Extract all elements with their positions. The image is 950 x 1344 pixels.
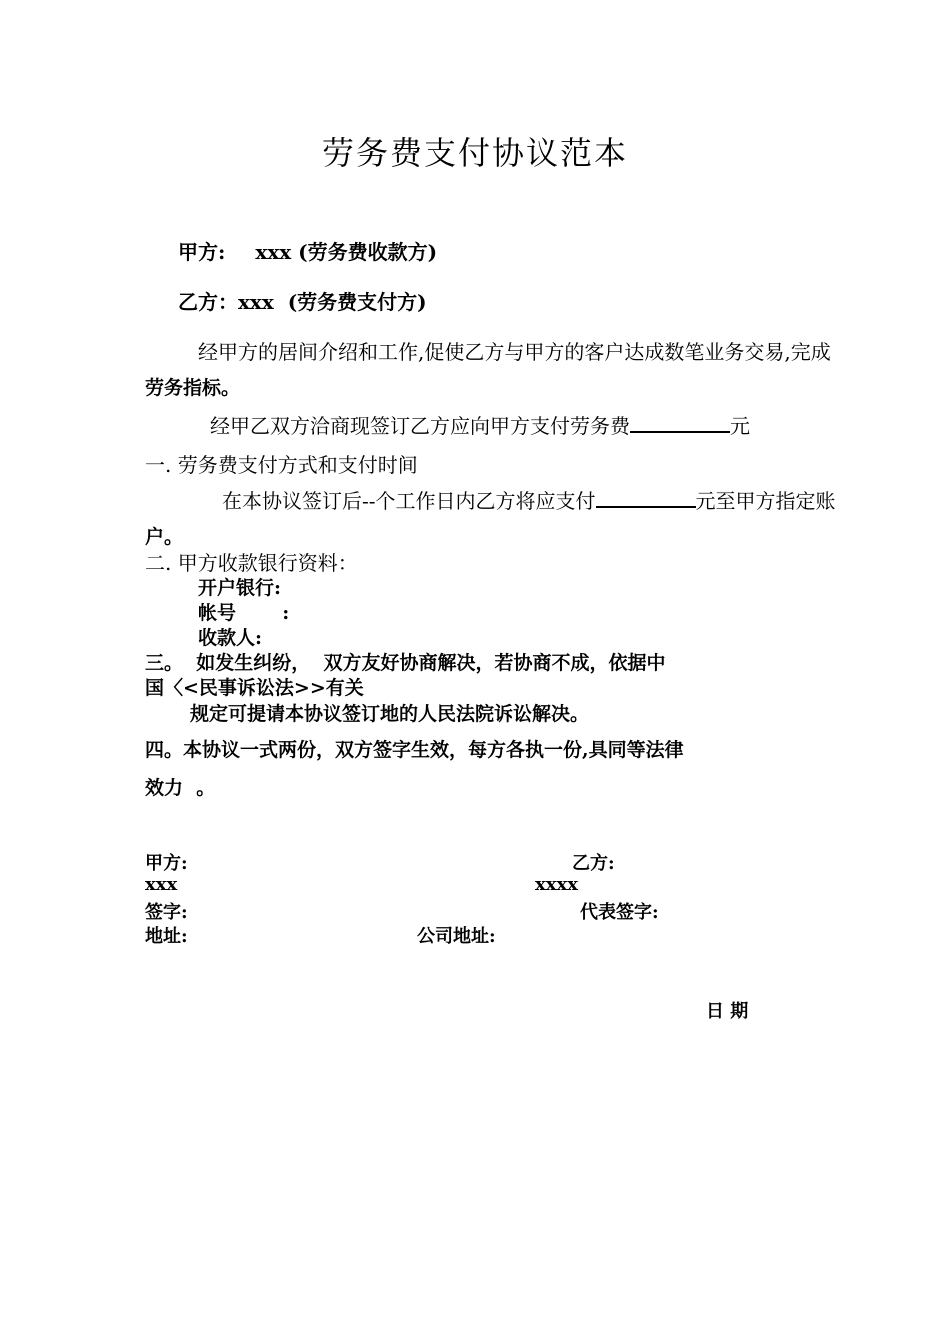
sign-party-a-label: 甲方: (145, 853, 188, 874)
sign-party-b-address: 公司地址: (417, 926, 496, 947)
sign-date: 日 期 (706, 1001, 749, 1022)
section-1-line-1 (222, 485, 836, 514)
section-2-heading: 二. 甲方收款银行资料： (145, 551, 358, 575)
section-1-tail: 元至甲方指定账 (695, 489, 836, 513)
party-a-name: xxx (255, 240, 292, 264)
sign-party-a-signature: 签字: (145, 902, 188, 923)
fee-unit: 元 (730, 414, 750, 438)
fee-text: 经甲乙双方洽商现签订乙方应向甲方支付劳务费 (210, 414, 630, 438)
fee-line (210, 410, 750, 439)
payment-amount-blank (596, 488, 696, 508)
section-3-line-3: 规定可提请本协议签订地的人民法院诉讼解决。 (190, 703, 590, 725)
section-1-line-2: 户。 (145, 526, 184, 548)
sign-party-a-name: xxx (145, 874, 178, 895)
intro-line-1: 经甲方的居间介绍和工作,促使乙方与甲方的客户达成数笔业务交易,完成 (198, 340, 831, 364)
party-b-label: 乙方： (178, 290, 238, 314)
fee-amount-blank (630, 413, 730, 433)
section-1-heading: 一. 劳务费支付方式和支付时间 (145, 453, 418, 477)
party-b-role: (劳务费支付方) (287, 290, 427, 314)
party-a-role: (劳务费收款方) (298, 240, 438, 264)
sign-party-b-name: xxxx (535, 874, 578, 895)
section-4-line-1: 四。本协议一式两份，双方签字生效，每方各执一份,具同等法律 (145, 739, 684, 761)
section-3-line-2: 国〈<民事诉讼法>>有关 (145, 677, 364, 699)
sign-party-b-label: 乙方: (572, 853, 615, 874)
bank-field: 开户银行: (198, 577, 282, 599)
payee-field: 收款人: (198, 627, 263, 649)
party-b-line (178, 286, 427, 315)
document-title: 劳务费支付协议范本 (321, 134, 628, 172)
party-b-name: xxx (238, 290, 274, 314)
sign-party-a-address: 地址: (145, 926, 188, 947)
sign-party-b-signature: 代表签字: (580, 902, 659, 923)
section-1-text: 在本协议签订后--个工作日内乙方将应支付 (222, 489, 596, 513)
intro-line-2: 劳务指标。 (145, 377, 241, 399)
account-field: 帐号 : (198, 602, 290, 624)
section-3-line-1: 三。 如发生纠纷， 双方友好协商解决，若协商不成，依据中 (145, 652, 666, 674)
party-a-line (178, 236, 437, 265)
section-4-line-2: 效力 。 (145, 777, 216, 799)
party-a-label: 甲方: (178, 240, 226, 264)
